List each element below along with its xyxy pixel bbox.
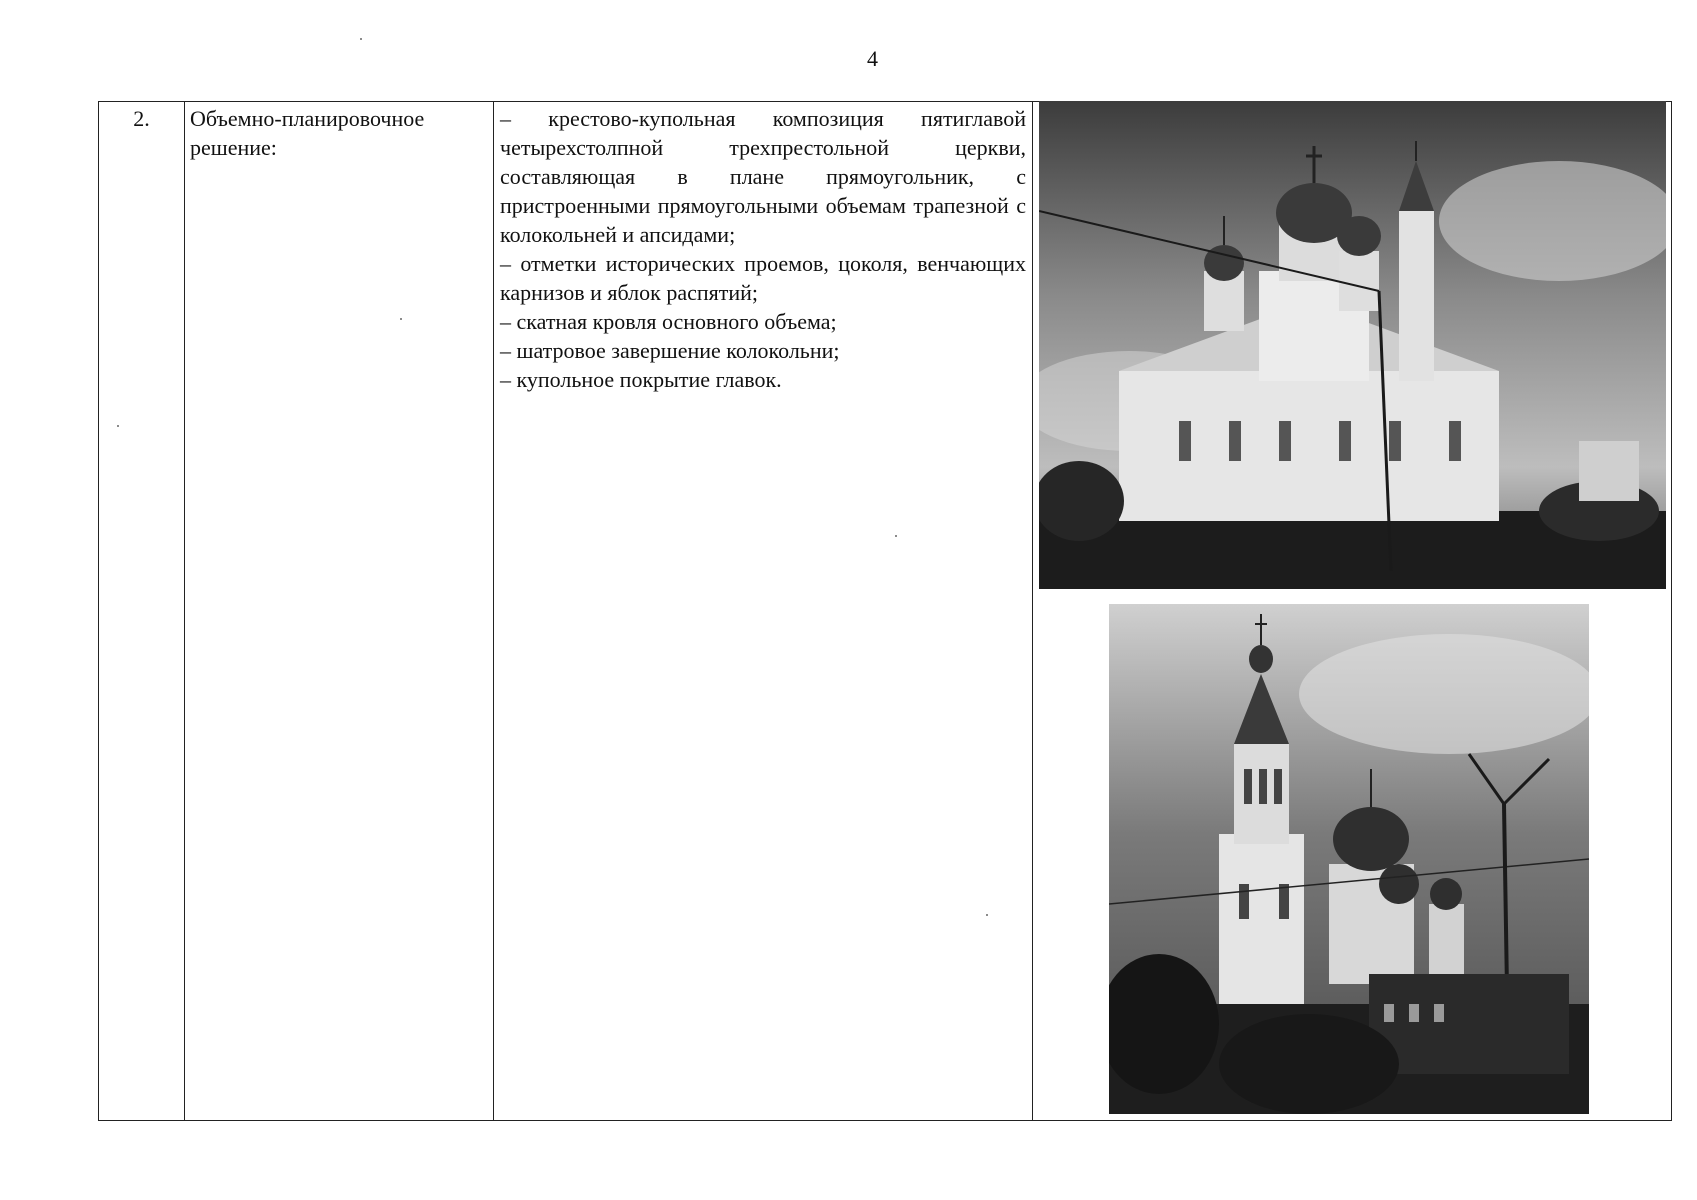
scan-speck [895, 535, 897, 537]
scan-speck [400, 318, 402, 320]
page-number: 4 [867, 46, 878, 71]
description-item: – скатная кровля основного объема; [500, 309, 837, 334]
scan-speck [986, 914, 988, 916]
scan-speck [360, 38, 362, 40]
description-table [98, 101, 1672, 1121]
description-item: – купольное покрытие главок. [500, 367, 782, 392]
column-divider [184, 102, 185, 1120]
church-photo-1 [1039, 101, 1666, 589]
scan-speck [117, 425, 119, 427]
row-number: 2. [133, 106, 150, 131]
column-divider [1032, 102, 1033, 1120]
church-photo-2 [1109, 604, 1589, 1114]
description-item: – шатровое завершение колокольни; [500, 338, 840, 363]
parameter-name: Объемно-планировочное решение: [190, 106, 425, 160]
description-item: – отметки исторических проемов, цоколя, венчающих карнизов и яблок распятий; [500, 251, 1026, 305]
column-divider [493, 102, 494, 1120]
description-item: – крестово-купольная композиция пятиглавой четырехстолпной трехпрестольной церкви, составляющая в плане прямоугольник, с пристроенными прямоугольными объемам трапезной с колокольней и апсидами; [500, 106, 1026, 247]
parameter-description [500, 104, 1026, 394]
